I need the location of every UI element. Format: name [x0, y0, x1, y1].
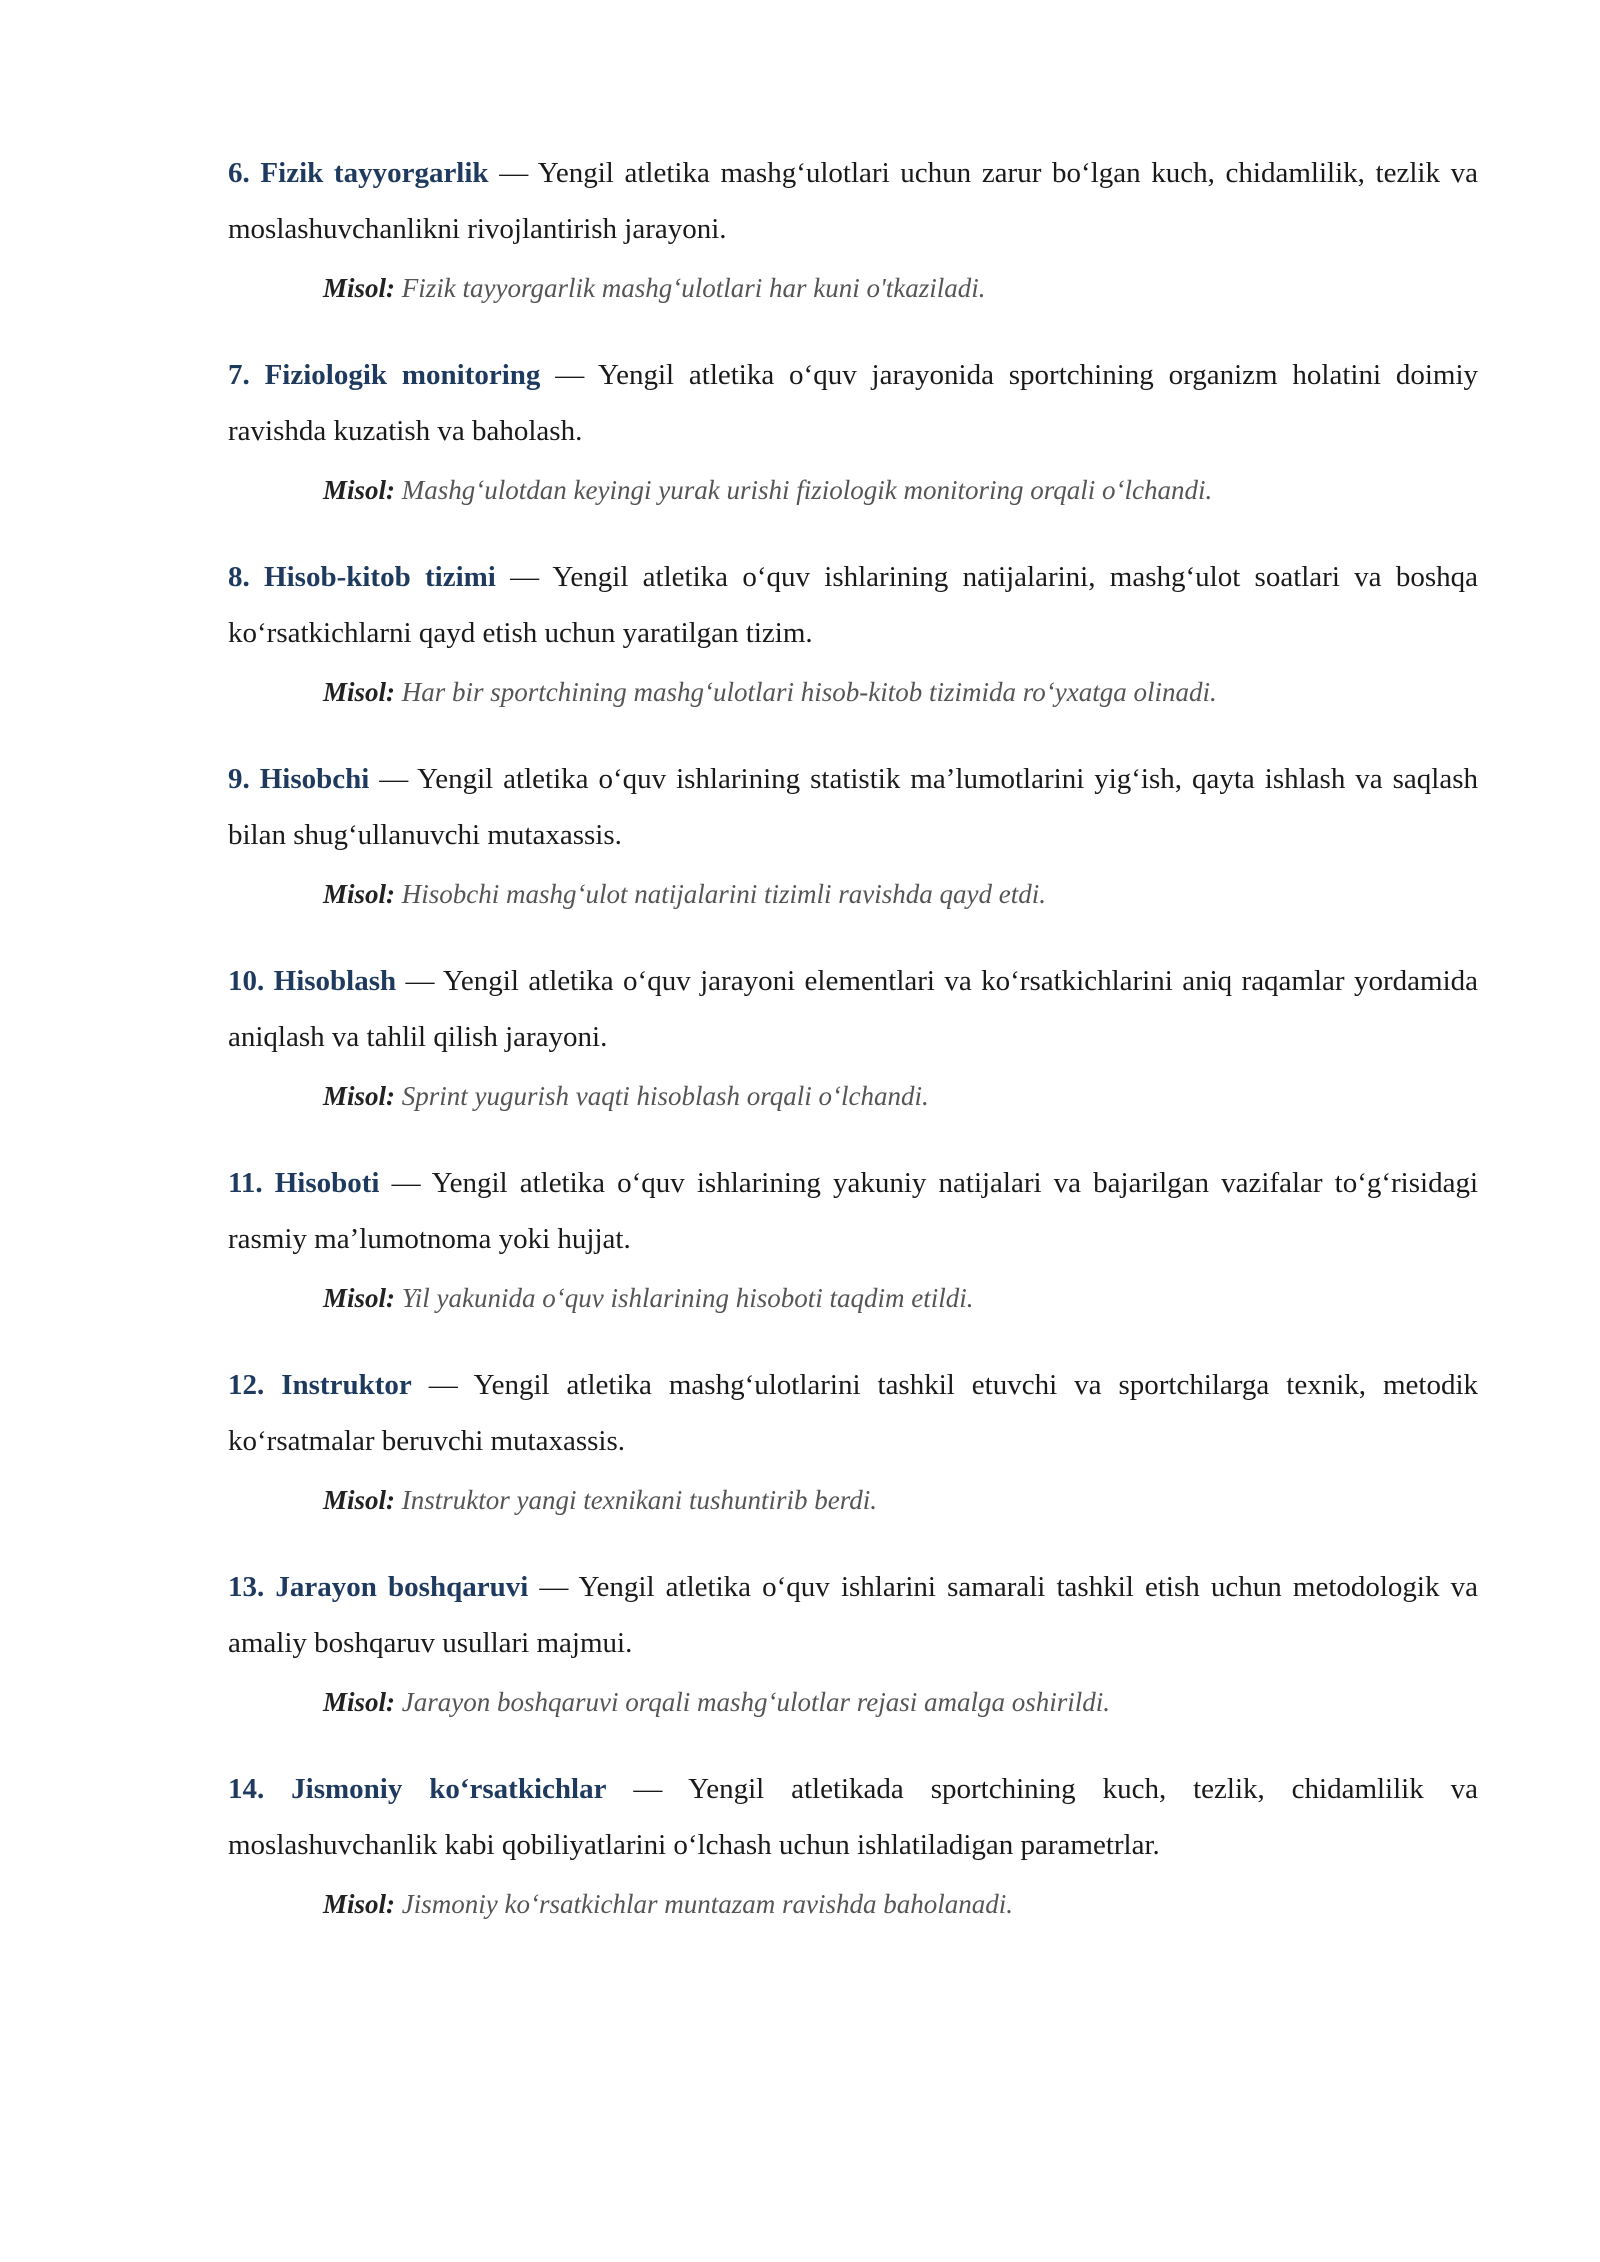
entry-term — [228, 1773, 606, 1805]
glossary-entry — [228, 1155, 1478, 1319]
entry-term — [228, 561, 496, 593]
glossary-entry — [228, 751, 1478, 915]
glossary-list — [228, 145, 1478, 1963]
example-text: Hisobchi mashg‘ulot natijalarini tizimli ravishda qayd etdi. — [395, 879, 1047, 909]
entry-example — [323, 1479, 1478, 1521]
entry-example — [323, 1277, 1478, 1319]
glossary-entry — [228, 145, 1478, 309]
glossary-entry — [228, 549, 1478, 713]
entry-definition — [228, 1155, 1478, 1267]
entry-example — [323, 1075, 1478, 1117]
entry-definition — [228, 953, 1478, 1065]
entry-example — [323, 1681, 1478, 1723]
example-text: Jismoniy ko‘rsatkichlar muntazam ravishda baholanadi. — [395, 1889, 1013, 1919]
entry-term-text: Fizik tayyorgarlik — [260, 157, 489, 189]
entry-example — [323, 1883, 1478, 1925]
entry-definition-text: — Yengil atletika mashg‘ulotlari uchun zarur bo‘lgan kuch, chidamlilik, tezlik va moslashuvchanlikni rivojlantirish jarayoni. — [228, 157, 1479, 245]
entry-definition — [228, 751, 1478, 863]
example-label: Misol: — [323, 273, 396, 303]
entry-term — [228, 1369, 412, 1401]
example-label: Misol: — [323, 1081, 396, 1111]
entry-definition-text: — Yengil atletika o‘quv ishlarining natijalarini, mashg‘ulot soatlari va boshqa ko‘rsatkichlarni qayd etish uchun yaratilgan tizim. — [228, 561, 1479, 649]
entry-term — [228, 965, 396, 997]
entry-example — [323, 873, 1478, 915]
example-label: Misol: — [323, 1283, 396, 1313]
entry-definition-text: — Yengil atletika o‘quv ishlarini samarali tashkil etish uchun metodologik va amaliy boshqaruv usullari majmui. — [228, 1571, 1479, 1659]
example-label: Misol: — [323, 475, 396, 505]
entry-number: 6. — [228, 157, 250, 189]
entry-definition-text: — Yengil atletika mashg‘ulotlarini tashkil etuvchi va sportchilarga texnik, metodik ko‘rsatmalar beruvchi mutaxassis. — [228, 1369, 1479, 1457]
example-text: Sprint yugurish vaqti hisoblash orqali o‘lchandi. — [395, 1081, 929, 1111]
entry-term-text: Hisob-kitob tizimi — [264, 561, 496, 593]
entry-term — [228, 1571, 528, 1603]
glossary-entry — [228, 347, 1478, 511]
entry-number: 14. — [228, 1773, 265, 1805]
example-label: Misol: — [323, 677, 396, 707]
entry-number: 10. — [228, 965, 265, 997]
example-text: Mashg‘ulotdan keyingi yurak urishi fiziologik monitoring orqali o‘lchandi. — [395, 475, 1213, 505]
entry-number: 13. — [228, 1571, 265, 1603]
example-text: Yil yakunida o‘quv ishlarining hisoboti taqdim etildi. — [395, 1283, 974, 1313]
entry-term — [228, 157, 489, 189]
example-label: Misol: — [323, 1485, 396, 1515]
entry-term — [228, 1167, 380, 1199]
entry-term-text: Instruktor — [281, 1369, 412, 1401]
glossary-entry — [228, 1761, 1478, 1925]
entry-term — [228, 359, 540, 391]
entry-example — [323, 671, 1478, 713]
entry-example — [323, 267, 1478, 309]
entry-definition — [228, 1761, 1478, 1873]
entry-definition — [228, 1357, 1478, 1469]
entry-number: 7. — [228, 359, 250, 391]
entry-definition — [228, 145, 1478, 257]
entry-definition-text: — Yengil atletika o‘quv jarayonida sportchining organizm holatini doimiy ravishda kuzatish va baholash. — [228, 359, 1479, 447]
glossary-entry — [228, 953, 1478, 1117]
glossary-entry — [228, 1357, 1478, 1521]
entry-definition — [228, 549, 1478, 661]
entry-term-text: Hisobchi — [259, 763, 370, 795]
entry-term-text: Hisoboti — [274, 1167, 380, 1199]
example-text: Instruktor yangi texnikani tushuntirib berdi. — [395, 1485, 877, 1515]
entry-term-text: Fiziologik monitoring — [264, 359, 541, 391]
entry-example — [323, 469, 1478, 511]
entry-number: 11. — [228, 1167, 263, 1199]
entry-number: 8. — [228, 561, 250, 593]
entry-definition-text: — Yengil atletika o‘quv ishlarining statistik ma’lumotlarini yig‘ish, qayta ishlash va saqlash bilan shug‘ullanuvchi mutaxassis. — [228, 763, 1478, 851]
example-label: Misol: — [323, 879, 396, 909]
example-text: Fizik tayyorgarlik mashg‘ulotlari har kuni o'tkaziladi. — [395, 273, 986, 303]
entry-definition — [228, 1559, 1478, 1671]
entry-definition-text: — Yengil atletika o‘quv ishlarining yakuniy natijalari va bajarilgan vazifalar to‘g‘risidagi rasmiy ma’lumotnoma yoki hujjat. — [228, 1167, 1478, 1255]
entry-definition — [228, 347, 1478, 459]
example-text: Har bir sportchining mashg‘ulotlari hisob-kitob tizimida ro‘yxatga olinadi. — [395, 677, 1217, 707]
glossary-entry — [228, 1559, 1478, 1723]
entry-term-text: Jismoniy ko‘rsatkichlar — [291, 1773, 607, 1805]
entry-number: 12. — [228, 1369, 265, 1401]
entry-definition-text: — Yengil atletikada sportchining kuch, tezlik, chidamlilik va moslashuvchanlik kabi qobiliyatlarini o‘lchash uchun ishlatiladigan parametrlar. — [228, 1773, 1478, 1861]
entry-term — [228, 763, 369, 795]
example-label: Misol: — [323, 1889, 396, 1919]
example-label: Misol: — [323, 1687, 396, 1717]
example-text: Jarayon boshqaruvi orqali mashg‘ulotlar rejasi amalga oshirildi. — [395, 1687, 1111, 1717]
entry-definition-text: — Yengil atletika o‘quv jarayoni elementlari va ko‘rsatkichlarini aniq raqamlar yordamida aniqlash va tahlil qilish jarayoni. — [228, 965, 1478, 1053]
entry-term-text: Jarayon boshqaruvi — [275, 1571, 529, 1603]
entry-number: 9. — [228, 763, 250, 795]
entry-term-text: Hisoblash — [273, 965, 397, 997]
